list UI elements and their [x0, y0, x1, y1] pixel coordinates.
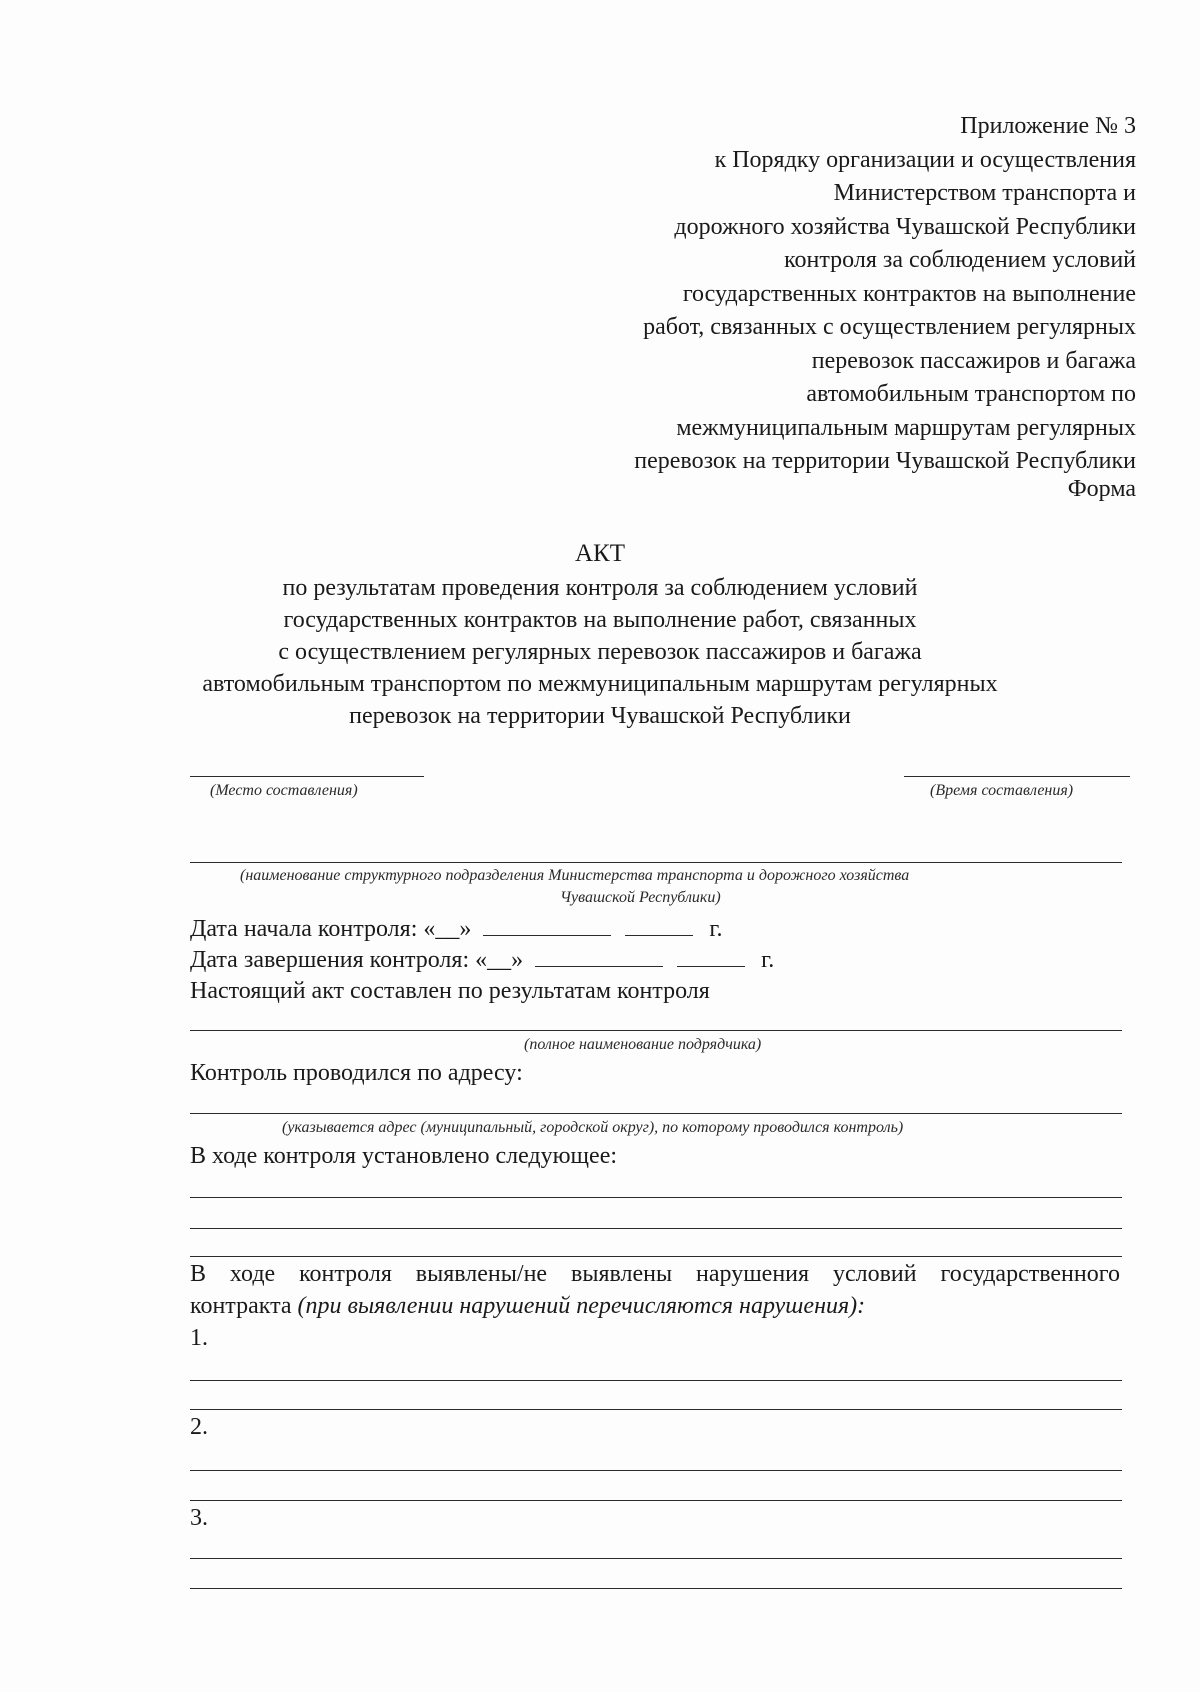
item-3-line-2[interactable] [190, 1588, 1122, 1589]
title-line: государственных контрактов на выполнение работ, связанных [283, 607, 917, 633]
department-line[interactable] [190, 862, 1122, 863]
appendix-line: дорожного хозяйства Чувашской Республики [674, 213, 1136, 240]
start-date-label: Дата начала контроля: «__» [190, 916, 472, 942]
item-number: 3. [190, 1505, 208, 1531]
end-date-label: Дата завершения контроля: «__» [190, 947, 524, 973]
act-heading: АКТ [575, 540, 625, 567]
contractor-note: (полное наименование подрядчика) [524, 1036, 762, 1053]
item-2-line-1[interactable] [190, 1470, 1122, 1471]
violations-contract-word: контракта [190, 1293, 298, 1319]
findings-line-2[interactable] [190, 1228, 1122, 1229]
item-1-line-1[interactable] [190, 1380, 1122, 1381]
violations-text: В ходе контроля выявлены/не выявлены нарушения условий государственного [190, 1261, 1120, 1287]
title-line: по результатам проведения контроля за соблюдением условий [282, 575, 918, 601]
place-note: (Место составления) [210, 782, 358, 799]
document-title [150, 538, 1050, 732]
item-number: 2. [190, 1414, 208, 1440]
time-line[interactable] [904, 776, 1130, 777]
appendix-line: контроля за соблюдением условий [784, 247, 1136, 273]
appendix-line: межмуниципальным маршрутам регулярных [676, 414, 1136, 441]
appendix-line: работ, связанных с осуществлением регулярных [643, 314, 1136, 340]
item-2-line-2[interactable] [190, 1500, 1122, 1501]
appendix-line: Министерством транспорта и [833, 180, 1136, 206]
start-date-row [190, 915, 723, 943]
appendix-line: Приложение № 3 [960, 113, 1136, 139]
start-date-suffix: г. [709, 916, 723, 942]
end-date-year-field[interactable] [677, 946, 745, 967]
address-label: Контроль проводился по адресу: [190, 1060, 523, 1086]
findings-line-3[interactable] [190, 1256, 1122, 1257]
item-1-line-2[interactable] [190, 1409, 1122, 1410]
appendix-header [516, 110, 1136, 479]
department-note: (наименование структурного подразделения Министерства транспорта и дорожного хозяйства [240, 867, 910, 884]
findings-line-1[interactable] [190, 1197, 1122, 1198]
appendix-line: автомобильным транспортом по [806, 381, 1136, 407]
end-date-suffix: г. [761, 947, 775, 973]
end-date-row [190, 946, 774, 974]
place-line[interactable] [190, 776, 424, 777]
start-date-year-field[interactable] [625, 915, 693, 936]
appendix-line: перевозок на территории Чувашской Республики [634, 448, 1136, 474]
title-line: автомобильным транспортом по межмуниципальным маршрутам регулярных [202, 671, 998, 697]
violations-instruction: (при выявлении нарушений перечисляются нарушения): [297, 1293, 866, 1319]
appendix-line: к Порядку организации и осуществления [714, 146, 1136, 173]
title-line: с осуществлением регулярных перевозок пассажиров и багажа [278, 639, 922, 665]
item-3-line-1[interactable] [190, 1558, 1122, 1559]
act-basis-text: Настоящий акт составлен по результатам контроля [190, 978, 710, 1004]
findings-label: В ходе контроля установлено следующее: [190, 1143, 618, 1169]
department-note: Чувашской Республики) [560, 889, 721, 906]
appendix-line: перевозок пассажиров и багажа [811, 347, 1136, 374]
contractor-line[interactable] [190, 1030, 1122, 1031]
end-date-month-field[interactable] [535, 946, 663, 967]
address-note: (указывается адрес (муниципальный, городской округ), по которому проводился контроль) [282, 1119, 904, 1136]
address-line[interactable] [190, 1113, 1122, 1114]
title-line: перевозок на территории Чувашской Республики [349, 703, 851, 729]
appendix-line: государственных контрактов на выполнение [682, 280, 1136, 307]
form-label: Форма [1067, 476, 1136, 502]
start-date-month-field[interactable] [483, 915, 611, 936]
item-number: 1. [190, 1325, 208, 1351]
time-note: (Время составления) [930, 782, 1074, 799]
violations-text-2 [190, 1293, 865, 1320]
